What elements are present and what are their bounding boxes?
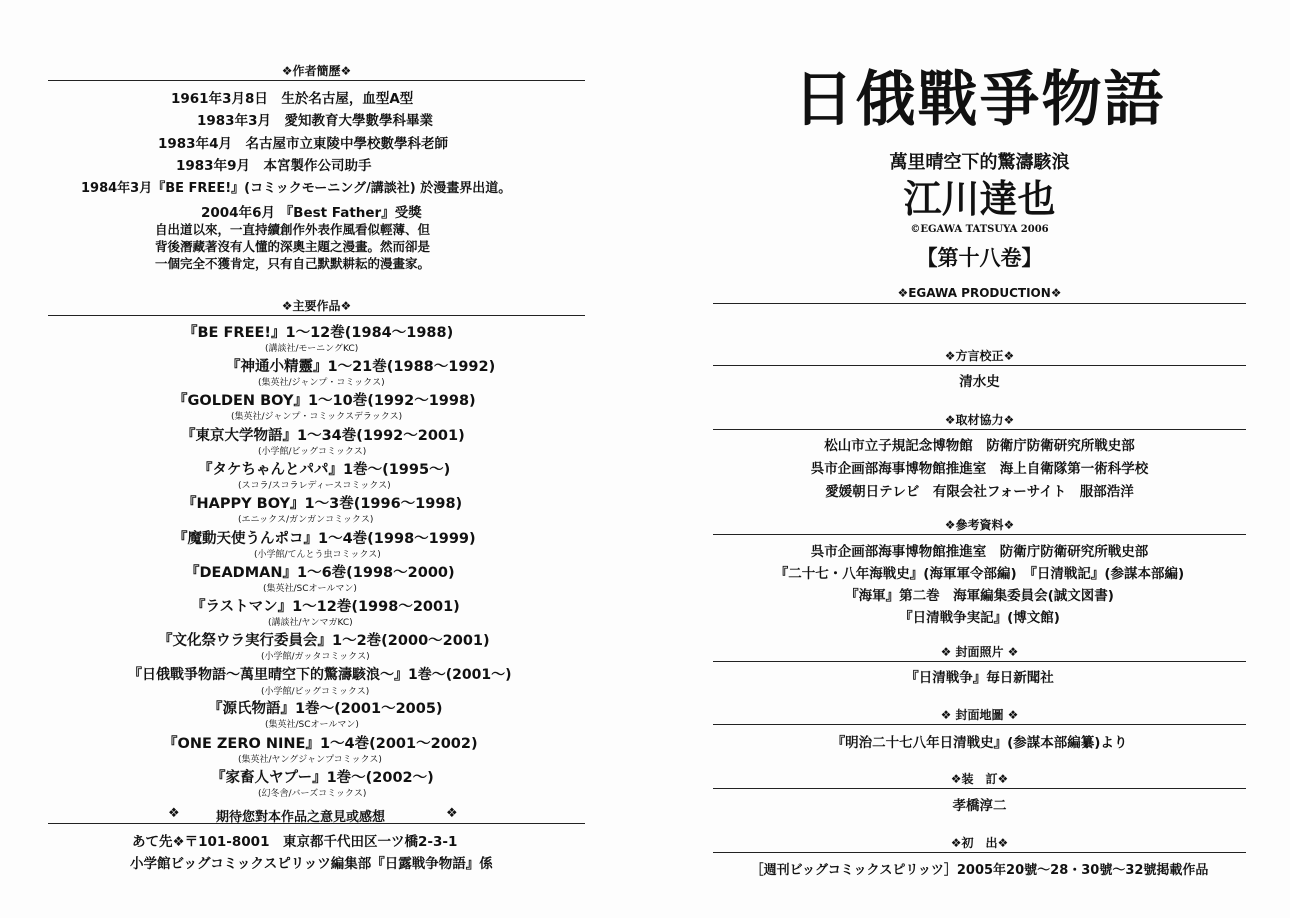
section-line: 『日清戦争』毎日新聞社	[905, 670, 1054, 686]
production-header: ❖EGAWA PRODUCTION❖	[897, 286, 1062, 300]
section-header: ❖ 封面照片 ❖	[940, 645, 1019, 659]
work-publisher: (集英社/ヤングジャンプコミックス)	[238, 755, 382, 765]
section-line: 呉市企画部海事博物館推進室 海上自衛隊第一術科学校	[810, 461, 1149, 477]
bio-line: 1961年3月8日 生於名古屋，血型A型	[171, 91, 414, 107]
divider	[713, 661, 1246, 662]
bio-line: 1983年3月 愛知教育大學數學科畢業	[197, 113, 433, 129]
work-title: 『神通小精靈』1〜21巻(1988〜1992)	[226, 359, 496, 375]
section-line: 清水史	[959, 374, 1000, 390]
section-line: 『海軍』第二巻 海軍編集委員会(誠文図書)	[845, 588, 1114, 604]
work-title: 『日俄戰爭物語〜萬里晴空下的驚濤駭浪〜』1巻〜(2001〜)	[128, 667, 512, 683]
divider	[48, 315, 585, 316]
section-line: 呉市企画部海事博物館推進室 防衛庁防衛研究所戦史部	[810, 544, 1149, 560]
section-header: ❖初 出❖	[950, 836, 1009, 850]
divider	[48, 823, 585, 824]
bio-line: 自出道以來，一直持續創作外表作風看似輕薄、但	[155, 222, 431, 237]
section-line: 孝橋淳二	[952, 798, 1007, 814]
work-title: 『DEADMAN』1〜6巻(1998〜2000)	[185, 565, 455, 581]
work-title: 『ラストマン』1〜12巻(1998〜2001)	[191, 599, 460, 615]
divider	[713, 788, 1246, 789]
work-title: 『GOLDEN BOY』1〜10巻(1992〜1998)	[173, 393, 476, 409]
divider	[713, 852, 1246, 853]
work-title: 『東京大学物語』1〜34巻(1992〜2001)	[181, 428, 465, 444]
work-publisher: (小学館/ガッタコミックス)	[261, 652, 370, 662]
work-publisher: (集英社/SCオールマン)	[265, 720, 359, 730]
section-header: ❖取材協力❖	[944, 413, 1015, 427]
bio-header: ❖作者簡歷❖	[281, 64, 352, 78]
section-line: 『明治二十七八年日清戦史』(参謀本部編纂)より	[831, 735, 1128, 751]
diamond-icon: ❖	[446, 806, 458, 821]
copyright-line: ©EGAWA TATSUYA 2006	[910, 224, 1049, 235]
work-title: 『家畜人ヤプー』1巻〜(2002〜)	[211, 770, 434, 786]
work-title: 『ONE ZERO NINE』1〜4巻(2001〜2002)	[163, 736, 478, 752]
section-header: ❖參考資料❖	[944, 518, 1015, 532]
bio-line: 背後潛藏著沒有人懂的深奧主題之漫畫。然而卻是	[155, 239, 431, 254]
section-header: ❖装 訂❖	[950, 772, 1009, 786]
work-publisher: (スコラ/スコラレディースコミックス)	[238, 481, 391, 491]
work-publisher: (講談社/ヤンマガKC)	[268, 618, 353, 628]
section-header: ❖ 封面地圖 ❖	[940, 708, 1019, 722]
section-line: 『二十七・八年海戦史』(海軍軍令部編) 『日清戦記』(参謀本部編)	[774, 566, 1185, 582]
book-subtitle: 萬里晴空下的驚濤駭浪	[889, 152, 1070, 173]
address-line: 小学館ビッグコミックスピリッツ編集部『日露戦争物語』係	[130, 856, 493, 872]
works-header: ❖主要作品❖	[281, 299, 352, 313]
divider	[713, 365, 1246, 366]
divider	[713, 429, 1246, 430]
feedback-header: 期待您對本作品之意見或感想	[216, 810, 386, 825]
author-name: 江川達也	[903, 176, 1056, 221]
section-line: 『日清戦争実記』(博文館)	[899, 610, 1060, 626]
work-title: 『BE FREE!』1〜12巻(1984〜1988)	[183, 325, 454, 341]
work-publisher: (小学館/てんとう虫コミックス)	[254, 550, 381, 560]
work-publisher: (集英社/ジャンプ・コミックスデラックス)	[231, 412, 403, 422]
bio-line: 1983年4月 名古屋市立東陵中學校數學科老師	[158, 136, 448, 152]
bio-line: 1983年9月 本宮製作公司助手	[176, 158, 372, 174]
section-line: 松山市立子規記念博物館 防衛庁防衛研究所戦史部	[824, 438, 1135, 454]
work-publisher: (集英社/ジャンプ・コミックス)	[258, 378, 385, 388]
section-header: ❖方言校正❖	[944, 349, 1015, 363]
divider	[713, 534, 1246, 535]
bio-line: 2004年6月 『Best Father』受獎	[201, 205, 422, 221]
work-publisher: (小学館/ビッグコミックス)	[258, 447, 367, 457]
work-title: 『文化祭ウラ実行委員会』1〜2巻(2000〜2001)	[158, 633, 490, 649]
work-publisher: (幻冬舎/バーズコミックス)	[258, 789, 367, 799]
work-publisher: (講談社/モーニングKC)	[265, 344, 359, 354]
work-publisher: (集英社/SCオールマン)	[263, 584, 357, 594]
work-publisher: (小学館/ビッグコミックス)	[261, 687, 370, 697]
bio-line: 一個完全不獲肯定，只有自己默默耕耘的漫畫家。	[155, 256, 431, 271]
work-title: 『魔動天使うんポコ』1〜4巻(1998〜1999)	[173, 531, 476, 547]
work-title: 『源氏物語』1巻〜(2001〜2005)	[208, 701, 443, 717]
work-title: 『タケちゃんとパパ』1巻〜(1995〜)	[198, 462, 451, 478]
book-title: 日俄戰爭物語	[793, 65, 1166, 135]
work-title: 『HAPPY BOY』1〜3巻(1996〜1998)	[182, 496, 463, 512]
diamond-icon: ❖	[168, 806, 180, 821]
section-line: 愛媛朝日テレビ 有限会社フォーサイト 服部浩洋	[825, 484, 1134, 500]
divider	[48, 80, 585, 81]
address-line: あて先❖〒101-8001 東京都千代田区一ツ橋2-3-1	[132, 834, 458, 850]
volume-label: 【第十八卷】	[916, 245, 1043, 270]
work-publisher: (エニックス/ガンガンコミックス)	[238, 515, 374, 525]
bio-line: 1984年3月『BE FREE!』(コミックモーニング/講談社) 於漫畫界出道。	[81, 181, 512, 196]
divider	[713, 303, 1246, 304]
section-line: ［週刊ビッグコミックスピリッツ］2005年20號〜28・30號〜32號掲載作品	[750, 863, 1209, 878]
divider	[713, 724, 1246, 725]
